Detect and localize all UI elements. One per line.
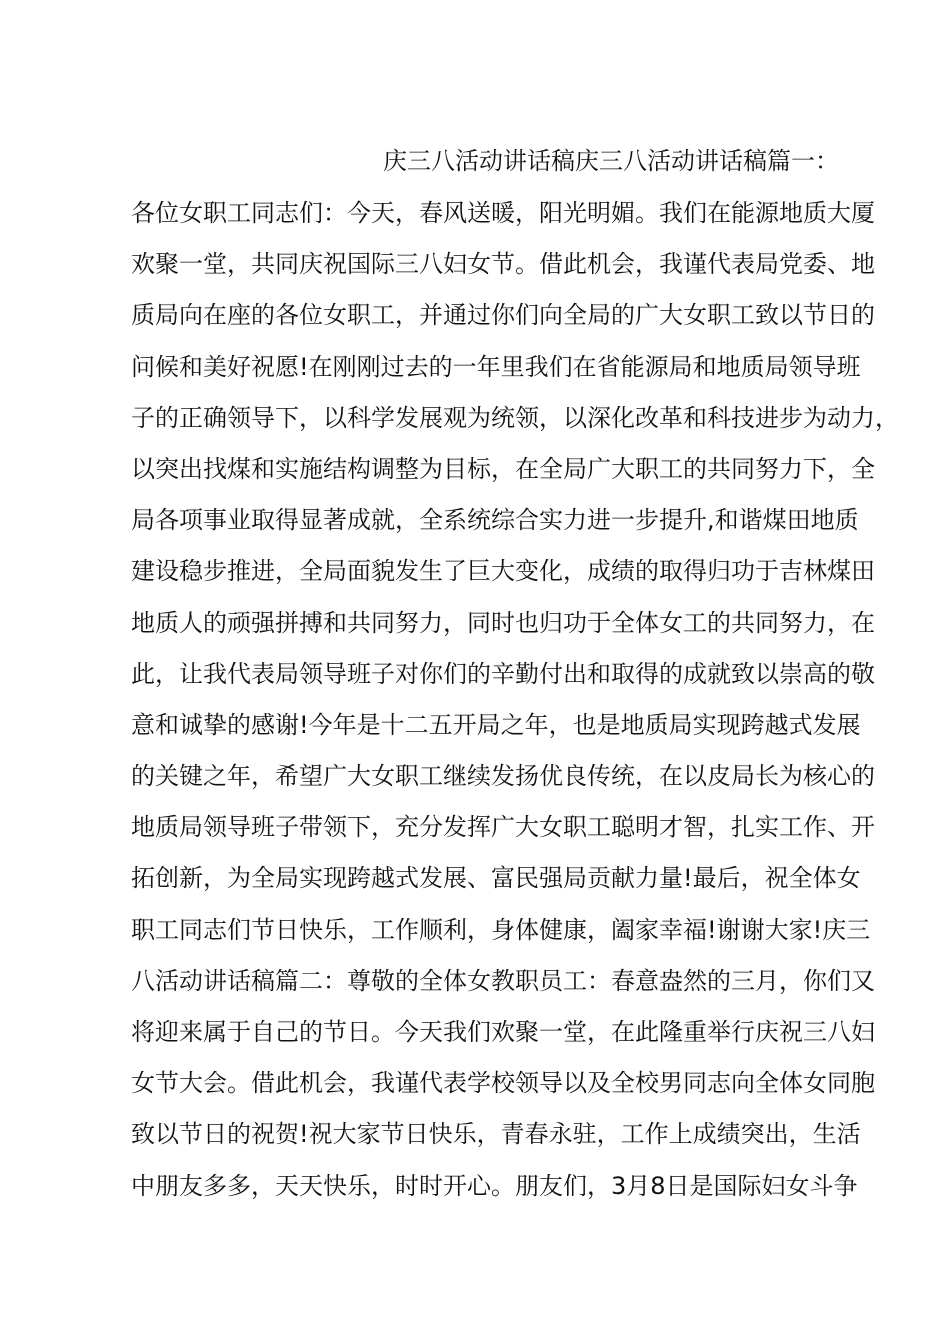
body-line: 地质局领导班子带领下，充分发挥广大女职工聪明才智，扎实工作、开 xyxy=(131,813,875,842)
body-line: 致以节日的祝贺!祝大家节日快乐，青春永驻，工作上成绩突出，生活 xyxy=(131,1120,861,1149)
body-line: 中朋友多多，天天快乐，时时开心。朋友们，3月8日是国际妇女斗争 xyxy=(131,1171,858,1200)
body-line: 各位女职工同志们：今天，春风送暖，阳光明媚。我们在能源地质大厦 xyxy=(131,199,875,227)
body-line: 的关键之年，希望广大女职工继续发扬优良传统，在以皮局长为核心的 xyxy=(131,762,875,791)
body-line: 问候和美好祝愿!在刚刚过去的一年里我们在省能源局和地质局领导班 xyxy=(131,352,861,381)
body-line: 此，让我代表局领导班子对你们的辛勤付出和取得的成就致以崇高的敬 xyxy=(131,659,875,688)
body-line: 拓创新，为全局实现跨越式发展、富民强局贡献力量!最后，祝全体女 xyxy=(131,864,861,893)
document-body xyxy=(131,188,899,1212)
body-line: 职工同志们节日快乐，工作顺利，身体健康，阖家幸福!谢谢大家!庆三 xyxy=(131,915,871,944)
body-line: 八活动讲话稿篇二：尊敬的全体女教职员工：春意盎然的三月，你们又 xyxy=(131,966,875,995)
body-line: 将迎来属于自己的节日。今天我们欢聚一堂，在此隆重举行庆祝三八妇 xyxy=(131,1018,875,1046)
body-line: 子的正确领导下，以科学发展观为统领，以深化改革和科技进步为动力， xyxy=(131,403,899,432)
document-title: 庆三八活动讲话稿庆三八活动讲话稿篇一： xyxy=(383,147,839,175)
body-line: 意和诚挚的感谢!今年是十二五开局之年，也是地质局实现跨越式发展 xyxy=(131,710,861,739)
body-line: 以突出找煤和实施结构调整为目标，在全局广大职工的共同努力下，全 xyxy=(131,454,875,483)
body-line: 地质人的顽强拼搏和共同努力，同时也归功于全体女工的共同努力，在 xyxy=(131,608,875,637)
body-line: 建设稳步推进，全局面貌发生了巨大变化，成绩的取得归功于吉林煤田 xyxy=(131,557,875,586)
body-line: 女节大会。借此机会，我谨代表学校领导以及全校男同志向全体女同胞 xyxy=(131,1069,875,1098)
body-line: 质局向在座的各位女职工，并通过你们向全局的广大女职工致以节日的 xyxy=(131,301,875,330)
body-line: 欢聚一堂，共同庆祝国际三八妇女节。借此机会，我谨代表局党委、地 xyxy=(131,250,875,279)
body-line: 局各项事业取得显著成就，全系统综合实力进一步提升,和谐煤田地质 xyxy=(131,506,859,535)
